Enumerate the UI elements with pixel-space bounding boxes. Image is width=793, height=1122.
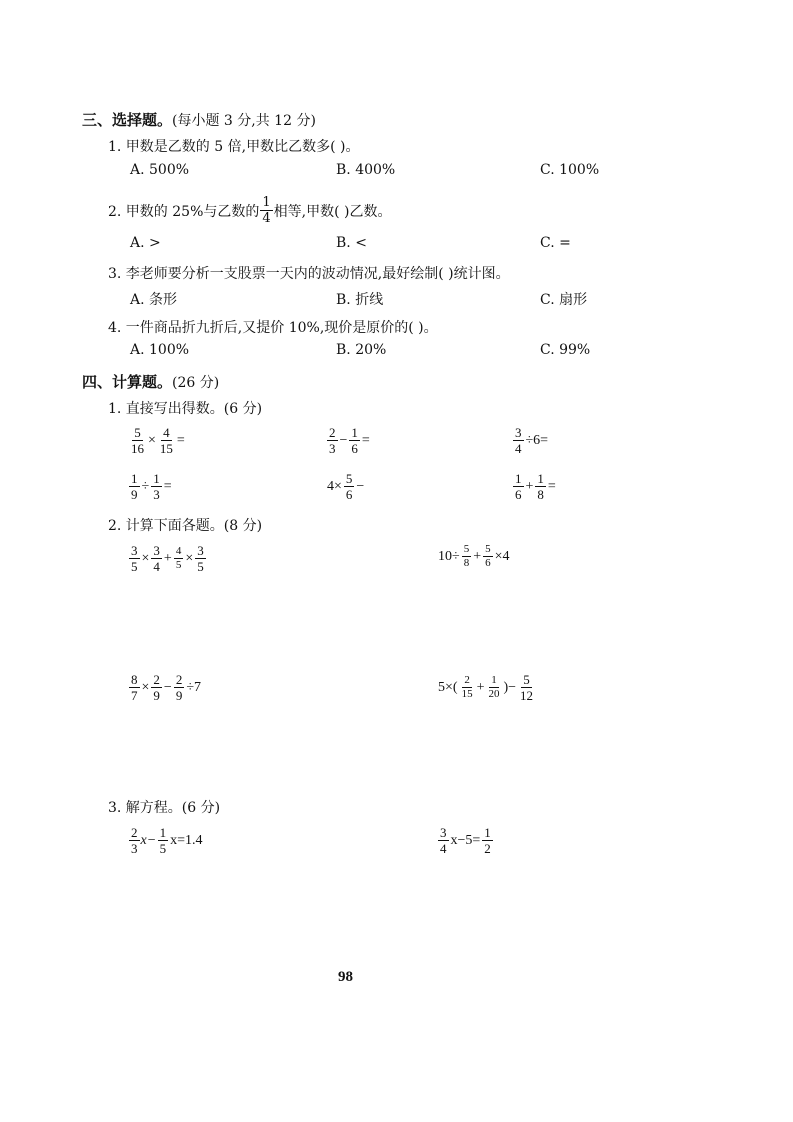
section4-title xyxy=(82,371,219,392)
section4-heading: 四、计算题。 xyxy=(82,373,173,391)
equation-2: $\frac{3}{4}$ x−5= $\frac{1}{2}$ xyxy=(440,825,491,856)
q3-option-c: C. 扇形 xyxy=(540,292,588,308)
numerator: 1 xyxy=(262,195,271,210)
section3-title xyxy=(82,109,316,130)
calc-1e: 4× $\frac{5}{6}$ − xyxy=(327,471,365,502)
q1-option-b: B. 400% xyxy=(336,162,396,178)
q2-option-a: A. > xyxy=(130,235,161,251)
calc-1b: $\frac{2}{3}$ − $\frac{1}{6}$ = xyxy=(329,425,370,456)
q2-stem-end: 相等,甲数( )乙数。 xyxy=(273,203,392,220)
part3-title: 3. 解方程。(6 分) xyxy=(108,800,221,816)
question-1: 1. 甲数是乙数的 5 倍,甲数比乙数多( )。 xyxy=(108,139,360,155)
q4-option-c: C. 99% xyxy=(540,342,591,358)
q3-option-b: B. 折线 xyxy=(336,292,384,308)
q3-option-a: A. 条形 xyxy=(130,292,178,308)
question-4: 4. 一件商品折九折后,又提价 10%,现价是原价的( )。 xyxy=(108,320,438,336)
section3-note: (每小题 3 分,共 12 分) xyxy=(172,113,316,129)
q2-fraction xyxy=(260,196,272,225)
q4-option-a: A. 100% xyxy=(130,342,190,358)
question-2 xyxy=(108,196,391,225)
calc-2c: $\frac{8}{7}$ × $\frac{2}{9}$ − $\frac{2}{9}$ ÷7 xyxy=(131,672,201,703)
part2-title: 2. 计算下面各题。(8 分) xyxy=(108,518,263,534)
page-number: 98 xyxy=(338,969,353,985)
denominator: 4 xyxy=(262,211,271,226)
q2-stem-start: 2. 甲数的 25%与乙数的 xyxy=(108,203,260,220)
q1-option-a: A. 500% xyxy=(130,162,190,178)
q1-option-c: C. 100% xyxy=(540,162,600,178)
calc-1f: $\frac{1}{6}$ + $\frac{1}{8}$ = xyxy=(515,471,556,502)
section4-note: (26 分) xyxy=(172,375,220,391)
calc-2a: $\frac{3}{5}$ × $\frac{3}{4}$ + $\frac{4}{5}$ × $\frac{3}{5}$ xyxy=(131,543,204,574)
section3-heading: 三、选择题。 xyxy=(82,111,173,129)
q2-option-b: B. < xyxy=(336,235,367,251)
calc-1c: $\frac{3}{4}$ ÷6= xyxy=(515,425,549,456)
question-3: 3. 李老师要分析一支股票一天内的波动情况,最好绘制( )统计图。 xyxy=(108,266,510,282)
calc-1a: $\frac{5}{16}$ × $\frac{4}{15}$ = xyxy=(131,425,185,456)
calc-2d: 5×( $\frac{2}{15}$ + $\frac{1}{20}$ )− $\frac{5}{12}$ xyxy=(438,672,534,703)
calc-2b: 10÷ $\frac{5}{8}$ + $\frac{5}{6}$ ×4 xyxy=(438,543,510,569)
equation-1: $\frac{2}{3}$ x − $\frac{1}{5}$ x=1.4 xyxy=(131,825,203,856)
q4-option-b: B. 20% xyxy=(336,342,387,358)
calc-1d: $\frac{1}{9}$ ÷ $\frac{1}{3}$ = xyxy=(131,471,172,502)
part1-title: 1. 直接写出得数。(6 分) xyxy=(108,401,263,417)
q2-option-c: C. = xyxy=(540,235,571,251)
